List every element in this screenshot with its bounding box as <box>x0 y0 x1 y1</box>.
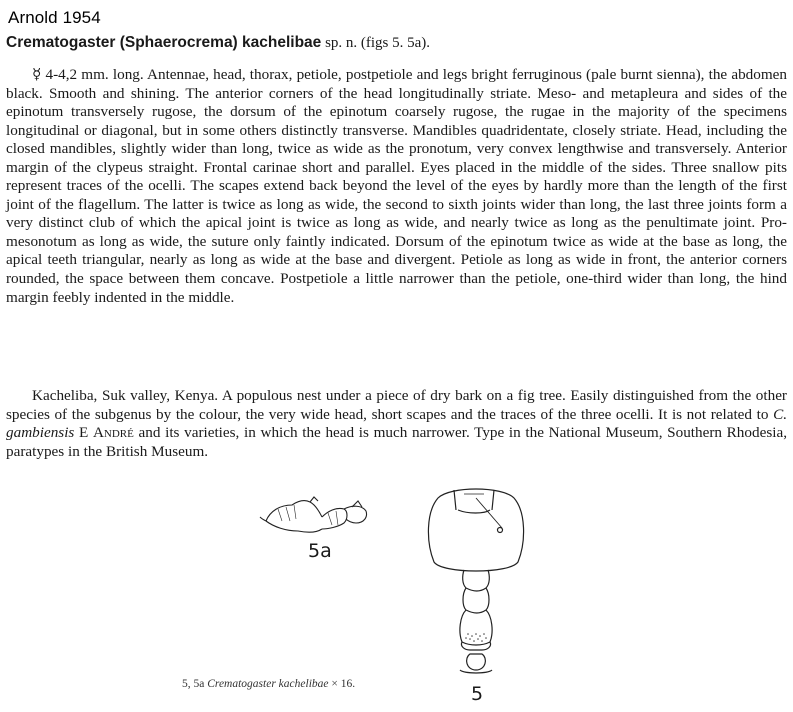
species-name: Crematogaster (Sphaerocrema) kachelibae <box>6 34 322 51</box>
caption-magnification: × 16. <box>331 678 356 690</box>
description-paragraph <box>6 66 787 307</box>
author-name: André <box>92 424 134 442</box>
caption-numbers: 5, 5a <box>182 678 205 690</box>
figure-5a-label: 5a <box>308 540 332 562</box>
figure-5-dorsal-view <box>424 484 528 684</box>
locality-paragraph <box>6 387 787 461</box>
source-label: Arnold 1954 <box>8 8 101 27</box>
locality-text-end: and its varieties, in which the head is much narrower. Type in the National Museum, Southern Rhodesia, paratypes in the British Museum. <box>6 424 787 460</box>
figure-5-label: 5 <box>471 683 484 705</box>
species-heading <box>6 34 430 52</box>
figure-caption <box>182 678 355 690</box>
description-text: 4-4,2 mm. long. Antennae, head, thorax, petiole, postpetiole and legs bright ferruginous (pale burnt sienna), the abdomen black. Smooth and shining. The anterior corners of the head longitudinally striate. Meso- and metapleura and sides of the epinotum transversely rugose, the dorsum of the epinotum coarsely rugose, the rugae in the majority of the specimens longitudinal or diagonal, but in some others distinctly transverse. Mandibles quadridentate, closely striate. Head, including the closed mandibles, slightly wider than long, twice as wide as the pronotum, very convex lengthwise and transversely. Anterior margin of the clypeus straight. Frontal carinae short and parallel. Eyes placed in the middle of the sides. Three snallow pits represent traces of the ocelli. The scapes extend back beyond the level of the eyes by hardly more than the length of the first joint of the flagellum. The latter is twice as long as wide, the second to sixth joints wider than long, the last three joints form a very distinct club of which the apical joint is twice as long as wide, and nearly twice as long as the penultimate joint. Pro-mesonotum as long as wide, the suture only faintly indicated. Dorsum of the epinotum twice as wide at the base as long, the apical teeth triangular, nearly as long as wide at the base and divergent. Petiole as long as wide in front, the anterior corners rounded, the space between them concave. Postpetiole a little narrower than the petiole, one-third wider than long, the hind margin feebly indented in the middle. <box>6 66 787 306</box>
species-reference: C. gambiensis <box>6 405 787 442</box>
worker-symbol: ☿ <box>32 66 42 83</box>
locality-text: Kacheliba, Suk valley, Kenya. A populous nest under a piece of dry bark on a fig tree. Easily distinguished from the other species of the subgenus by the colour, the very wide head, short scapes and the traces of the three ocelli. It is not related to <box>6 387 787 423</box>
heading-suffix: sp. n. (figs 5. 5a). <box>321 35 431 51</box>
caption-species: Crematogaster kachelibae <box>207 678 329 690</box>
author-initial: E <box>74 424 93 442</box>
figure-5a-thorax-lateral <box>258 493 372 545</box>
